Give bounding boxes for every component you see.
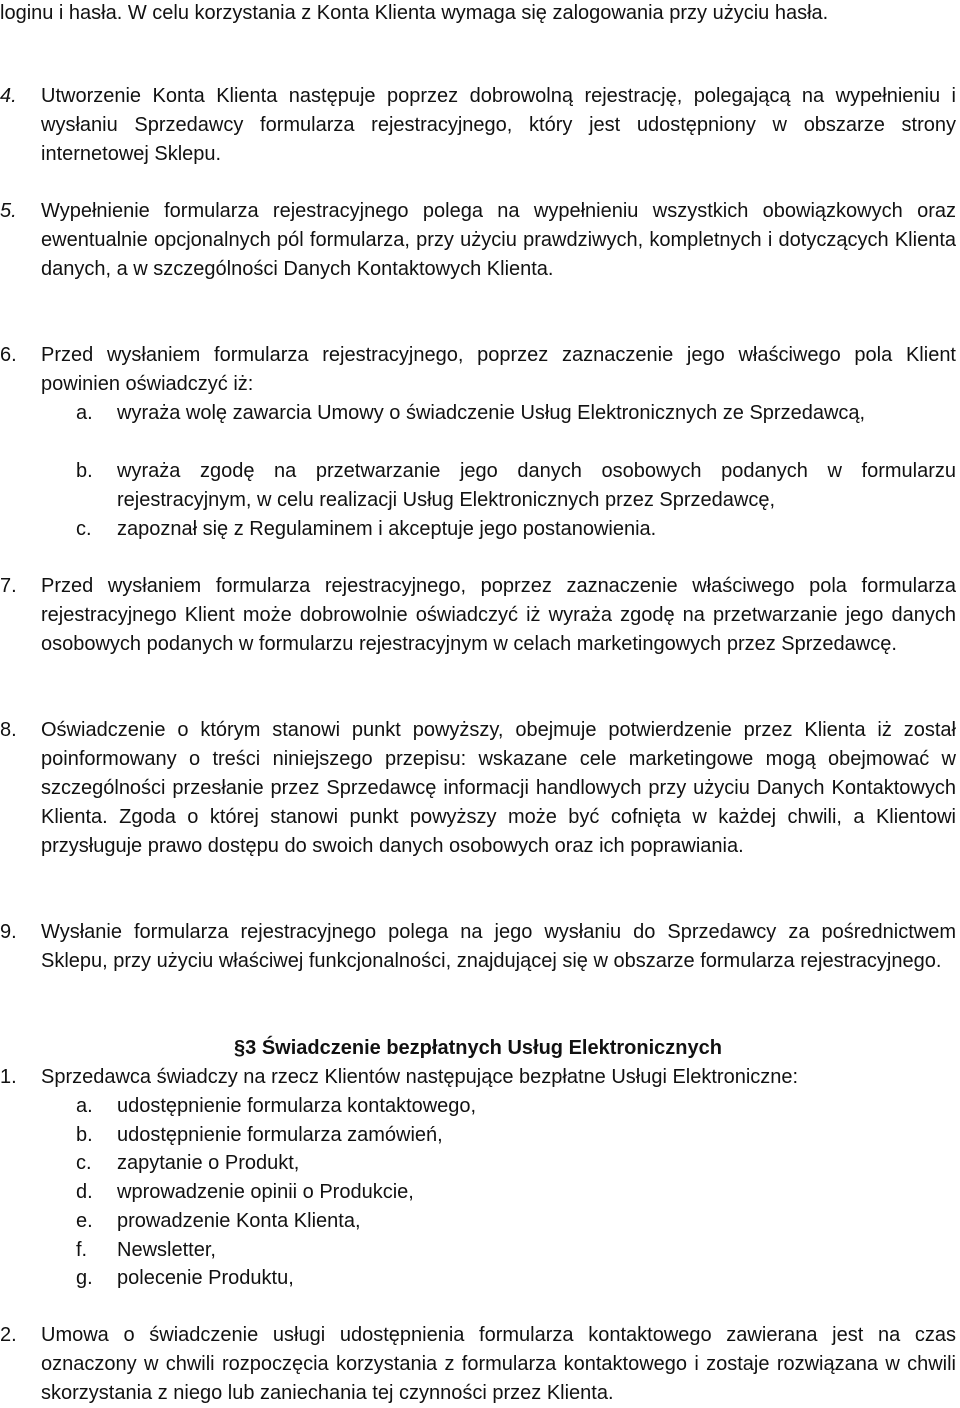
paragraph-number: 7. <box>0 575 17 597</box>
list-label: b. <box>76 1124 93 1146</box>
list-label: a. <box>76 402 93 424</box>
list-label: c. <box>76 518 92 540</box>
list-item <box>0 515 956 544</box>
list-text: wyraża wolę zawarcia Umowy o świadczenie Usług Elektronicznych ze Sprzedawcą, <box>117 402 866 424</box>
list-text: udostępnienie formularza kontaktowego, <box>117 1095 477 1117</box>
list-item <box>76 1178 956 1207</box>
paragraph-5 <box>0 197 956 284</box>
paragraph-number: 6. <box>0 344 17 366</box>
list-item <box>76 1264 956 1293</box>
list-label: e. <box>76 1210 93 1232</box>
list-label: g. <box>76 1267 93 1289</box>
intro-paragraph: loginu i hasła. W celu korzystania z Konta Klienta wymaga się zalogowania przy użyciu hasła. <box>0 2 829 24</box>
list-label: c. <box>76 1152 92 1174</box>
section-item-1 <box>0 1063 956 1092</box>
paragraph-text: Oświadczenie o którym stanowi punkt powyższy, obejmuje potwierdzenie przez Klienta iż został poinformowany o treści niniejszego przepisu: wskazane cele marketingowe mogą obejmować w szczególności przesłanie przez Sprzedawcę informacji handlowych przy użyciu Danych Kontaktowych Klienta. Zgoda o której stanowi punkt powyższy może być cofnięta w każdej chwili, a Klientowi przysługuje prawo dostępu do swoich danych osobowych oraz ich poprawiania. <box>41 719 956 857</box>
paragraph-text: Wysłanie formularza rejestracyjnego polega na jego wysłaniu do Sprzedawcy za pośrednictwem Sklepu, przy użyciu właściwej funkcjonalności, znajdującej się w obszarze formularza rejestracyjnego. <box>41 921 956 972</box>
list-text: wyraża zgodę na przetwarzanie jego danych osobowych podanych w formularzu rejestracyjnym, w celu realizacji Usług Elektronicznych przez Sprzedawcę, <box>117 460 956 511</box>
paragraph-text: Przed wysłaniem formularza rejestracyjnego, poprzez zaznaczenie właściwego pola formularza rejestracyjnego Klient może dobrowolnie oświadczyć iż wyraża zgodę na przetwarzanie jego danych osobowych podanych w formularzu rejestracyjnym w celach marketingowych przez Sprzedawcę. <box>41 575 956 655</box>
list-label: d. <box>76 1181 93 1203</box>
section-item-2 <box>0 1321 956 1408</box>
list-item <box>76 1236 956 1265</box>
paragraph-number: 5. <box>0 200 17 222</box>
list-text: zapoznał się z Regulaminem i akceptuje jego postanowienia. <box>117 518 657 540</box>
list-item <box>0 457 956 515</box>
list-item <box>76 1149 956 1178</box>
paragraph-number: 9. <box>0 921 17 943</box>
list-label: a. <box>76 1095 93 1117</box>
list-label: b. <box>76 460 93 482</box>
list-item <box>0 399 956 428</box>
paragraph-number: 1. <box>0 1066 17 1088</box>
list-text: wprowadzenie opinii o Produkcie, <box>117 1181 414 1203</box>
list-text: zapytanie o Produkt, <box>117 1152 300 1174</box>
list-item <box>76 1121 956 1150</box>
paragraph-9 <box>0 918 956 976</box>
list-item <box>76 1092 956 1121</box>
paragraph-6 <box>0 341 956 399</box>
paragraph-text: Utworzenie Konta Klienta następuje poprzez dobrowolną rejestrację, polegającą na wypełnieniu i wysłaniu Sprzedawcy formularza rejestracyjnego, który jest udostępniony w obszarze strony internetowej Sklepu. <box>41 85 956 165</box>
list-text: Newsletter, <box>117 1239 216 1261</box>
paragraph-number: 4. <box>0 85 17 107</box>
section-heading: §3 Świadczenie bezpłatnych Usług Elektronicznych <box>234 1037 722 1059</box>
paragraph-text: Przed wysłaniem formularza rejestracyjnego, poprzez zaznaczenie jego właściwego pola Klient powinien oświadczyć iż: <box>41 344 956 395</box>
list-text: polecenie Produktu, <box>117 1267 294 1289</box>
list-label: f. <box>76 1239 88 1261</box>
paragraph-8 <box>0 716 956 861</box>
paragraph-text: Wypełnienie formularza rejestracyjnego polega na wypełnieniu wszystkich obowiązkowych oraz ewentualnie opcjonalnych pól formularza, przy użyciu prawdziwych, kompletnych i dotyczących Klienta danych, a w szczególności Danych Kontaktowych Klienta. <box>41 200 956 280</box>
paragraph-number: 8. <box>0 719 17 741</box>
paragraph-number: 2. <box>0 1324 17 1346</box>
list-text: prowadzenie Konta Klienta, <box>117 1210 361 1232</box>
paragraph-text: Sprzedawca świadczy na rzecz Klientów następujące bezpłatne Usługi Elektroniczne: <box>41 1066 799 1088</box>
list-item <box>76 1207 956 1236</box>
paragraph-4 <box>0 82 956 169</box>
list-text: udostępnienie formularza zamówień, <box>117 1124 443 1146</box>
paragraph-text: Umowa o świadczenie usługi udostępnienia formularza kontaktowego zawierana jest na czas oznaczony w chwili rozpoczęcia korzystania z formularza kontaktowego i zostaje rozwiązana w chwili skorzystania z niego lub zaniechania tej czynności przez Klienta. <box>41 1324 956 1404</box>
paragraph-7 <box>0 572 956 659</box>
